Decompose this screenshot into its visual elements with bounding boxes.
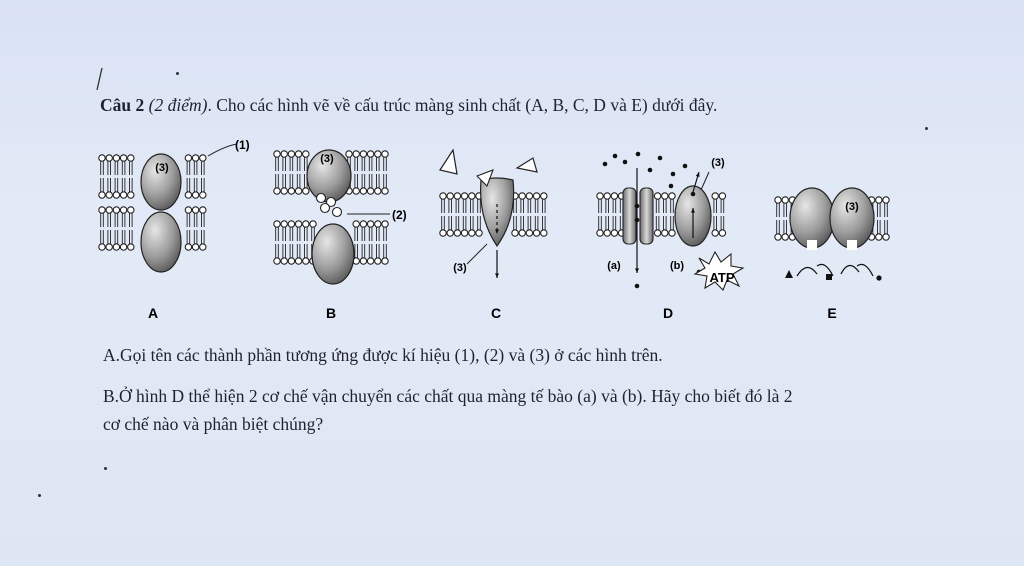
phospholipid-head	[274, 221, 280, 227]
phospholipid-head	[712, 230, 718, 236]
solute-shape	[440, 150, 457, 174]
phospholipid-head	[200, 207, 206, 213]
phospholipid-head	[360, 188, 366, 194]
phospholipid-head	[274, 258, 280, 264]
phospholipid-head	[541, 193, 547, 199]
phospholipid-head	[120, 244, 126, 250]
phospholipid-head	[120, 207, 126, 213]
molecule-dot	[683, 164, 688, 169]
phospholipid-head	[611, 193, 617, 199]
question-number: Câu 2	[100, 95, 145, 115]
phospholipid-head	[353, 188, 359, 194]
label-3-c: (3)	[453, 262, 467, 274]
phospholipid-head	[99, 192, 105, 198]
panel-label-e: E	[827, 305, 837, 321]
phospholipid-head	[519, 193, 525, 199]
panel-label-a: A	[147, 305, 159, 321]
phospholipid-head	[669, 193, 675, 199]
molecule-dot	[876, 275, 881, 280]
phospholipid-head	[662, 193, 668, 199]
arrowhead	[635, 268, 639, 273]
phospholipid-head	[281, 188, 287, 194]
label-b: (b)	[669, 260, 685, 272]
arrowhead	[495, 273, 499, 278]
glycoprotein-chain	[321, 204, 330, 213]
phospholipid-head	[876, 234, 882, 240]
molecule-dot	[648, 168, 653, 173]
phospholipid-head	[99, 207, 105, 213]
phospholipid-head	[662, 230, 668, 236]
leader-line	[467, 244, 487, 264]
arrowhead	[696, 172, 700, 177]
glycoprotein-chain	[317, 194, 326, 203]
phospholipid-head	[604, 193, 610, 199]
phospholipid-head	[274, 151, 280, 157]
phospholipid-head	[611, 230, 617, 236]
phospholipid-head	[541, 230, 547, 236]
phospholipid-head	[597, 230, 603, 236]
phospholipid-head	[128, 207, 134, 213]
phospholipid-head	[440, 193, 446, 199]
phospholipid-head	[310, 221, 316, 227]
atp-label: ATP	[709, 270, 735, 285]
phospholipid-head	[360, 151, 366, 157]
phospholipid-head	[295, 221, 301, 227]
channel-protein-left	[623, 188, 636, 244]
phospholipid-head	[375, 258, 381, 264]
label-2: (2)	[392, 208, 407, 222]
phospholipid-head	[382, 221, 388, 227]
leader-line	[208, 144, 237, 156]
phospholipid-head	[288, 258, 294, 264]
arrow-curve	[857, 264, 873, 276]
dust-dot	[176, 72, 179, 75]
phospholipid-head	[476, 230, 482, 236]
phospholipid-head	[367, 258, 373, 264]
phospholipid-head	[120, 155, 126, 161]
phospholipid-head	[461, 230, 467, 236]
part-b-question-line2: cơ chế nào và phân biệt chúng?	[103, 414, 324, 434]
channel-protein-right	[640, 188, 653, 244]
question-points: (2 điểm)	[148, 95, 208, 115]
phospholipid-head	[775, 234, 781, 240]
arrow-curve	[841, 265, 859, 274]
phospholipid-head	[360, 221, 366, 227]
protein-a-lower	[141, 212, 181, 272]
phospholipid-head	[382, 258, 388, 264]
question-heading	[100, 95, 717, 116]
phospholipid-head	[192, 155, 198, 161]
phospholipid-head	[200, 244, 206, 250]
leader-line	[701, 172, 709, 190]
solute-shape	[517, 158, 537, 172]
phospholipid-head	[367, 221, 373, 227]
phospholipid-head	[654, 230, 660, 236]
phospholipid-head	[128, 192, 134, 198]
membrane-figure	[85, 128, 905, 328]
phospholipid-head	[281, 258, 287, 264]
phospholipid-head	[288, 188, 294, 194]
molecule-square	[826, 274, 832, 280]
phospholipid-head	[782, 234, 788, 240]
phospholipid-head	[185, 207, 191, 213]
protein-3-e	[830, 188, 874, 248]
panel-label-b: B	[325, 305, 337, 321]
phospholipid-head	[113, 244, 119, 250]
glycoprotein-chain	[333, 208, 342, 217]
label-3-e: (3)	[845, 201, 859, 213]
phospholipid-head	[113, 192, 119, 198]
molecule-triangle	[785, 270, 793, 278]
phospholipid-head	[353, 151, 359, 157]
protein-b-lower	[312, 224, 354, 284]
phospholipid-head	[669, 230, 675, 236]
phospholipid-head	[303, 151, 309, 157]
phospholipid-head	[353, 221, 359, 227]
phospholipid-head	[454, 230, 460, 236]
molecule-dot	[669, 184, 674, 189]
phospholipid-head	[447, 193, 453, 199]
arrow-curve	[797, 267, 817, 276]
phospholipid-head	[200, 155, 206, 161]
phospholipid-head	[719, 193, 725, 199]
phospholipid-head	[375, 221, 381, 227]
phospholipid-head	[185, 155, 191, 161]
phospholipid-head	[106, 192, 112, 198]
phospholipid-head	[295, 151, 301, 157]
molecule-dot	[691, 192, 696, 197]
phospholipid-head	[185, 192, 191, 198]
phospholipid-head	[375, 188, 381, 194]
carrier-protein-e-left	[790, 188, 834, 248]
phospholipid-head	[375, 151, 381, 157]
phospholipid-head	[281, 151, 287, 157]
phospholipid-head	[106, 207, 112, 213]
phospholipid-head	[597, 193, 603, 199]
phospholipid-head	[883, 234, 889, 240]
phospholipid-head	[367, 151, 373, 157]
phospholipid-head	[99, 155, 105, 161]
phospholipid-head	[782, 197, 788, 203]
phospholipid-head	[382, 151, 388, 157]
phospholipid-head	[447, 230, 453, 236]
phospholipid-head	[469, 193, 475, 199]
phospholipid-head	[526, 193, 532, 199]
phospholipid-head	[120, 192, 126, 198]
phospholipid-head	[519, 230, 525, 236]
binding-site	[807, 240, 817, 250]
phospholipid-head	[512, 230, 518, 236]
phospholipid-head	[295, 188, 301, 194]
phospholipid-head	[654, 193, 660, 199]
dust-dot	[925, 127, 928, 130]
phospholipid-head	[303, 221, 309, 227]
phospholipid-head	[876, 197, 882, 203]
molecule-dot	[603, 162, 608, 167]
phospholipid-head	[192, 192, 198, 198]
phospholipid-head	[604, 230, 610, 236]
binding-site	[847, 240, 857, 250]
phospholipid-head	[461, 193, 467, 199]
phospholipid-head	[185, 244, 191, 250]
phospholipid-head	[128, 244, 134, 250]
molecule-dot	[658, 156, 663, 161]
phospholipid-head	[128, 155, 134, 161]
phospholipid-head	[192, 207, 198, 213]
phospholipid-head	[469, 230, 475, 236]
phospholipid-head	[440, 230, 446, 236]
phospholipid-head	[106, 244, 112, 250]
phospholipid-head	[775, 197, 781, 203]
phospholipid-head	[113, 207, 119, 213]
phospholipid-head	[533, 230, 539, 236]
phospholipid-head	[719, 230, 725, 236]
part-b-question-line1: B.Ở hình D thể hiện 2 cơ chế vận chuyển các chất qua màng tế bào (a) và (b). Hãy cho biết đó là 2	[103, 386, 793, 406]
label-1: (1)	[235, 138, 250, 152]
molecule-dot	[613, 154, 618, 159]
molecule-dot	[636, 152, 641, 157]
part-a-question: A.Gọi tên các thành phần tương ứng được kí hiệu (1), (2) và (3) ở các hình trên.	[103, 345, 663, 365]
phospholipid-head	[883, 197, 889, 203]
dust-dot	[38, 494, 41, 497]
phospholipid-head	[281, 221, 287, 227]
phospholipid-head	[533, 193, 539, 199]
dust-dot	[104, 467, 107, 470]
phospholipid-head	[200, 192, 206, 198]
question-intro: . Cho các hình vẽ về cấu trúc màng sinh chất (A, B, C, D và E) dưới đây.	[207, 95, 718, 115]
label-a: (a)	[607, 260, 621, 272]
phospholipid-head	[99, 244, 105, 250]
panel-label-c: C	[490, 305, 502, 321]
pen-mark	[94, 66, 106, 92]
molecule-dot	[623, 160, 628, 165]
phospholipid-head	[274, 188, 280, 194]
phospholipid-head	[382, 188, 388, 194]
phospholipid-head	[303, 188, 309, 194]
molecule-dot	[671, 172, 676, 177]
phospholipid-head	[346, 151, 352, 157]
phospholipid-head	[192, 244, 198, 250]
phospholipid-head	[360, 258, 366, 264]
phospholipid-head	[367, 188, 373, 194]
phospholipid-head	[288, 221, 294, 227]
phospholipid-head	[303, 258, 309, 264]
phospholipid-head	[288, 151, 294, 157]
label-3-b: (3)	[320, 153, 334, 165]
label-3-a: (3)	[155, 162, 169, 174]
phospholipid-head	[526, 230, 532, 236]
phospholipid-head	[106, 155, 112, 161]
phospholipid-head	[712, 193, 718, 199]
phospholipid-head	[295, 258, 301, 264]
molecule-dot	[635, 284, 640, 289]
phospholipid-head	[113, 155, 119, 161]
panel-label-d: D	[662, 305, 674, 321]
phospholipid-head	[454, 193, 460, 199]
label-3-d: (3)	[711, 157, 725, 169]
